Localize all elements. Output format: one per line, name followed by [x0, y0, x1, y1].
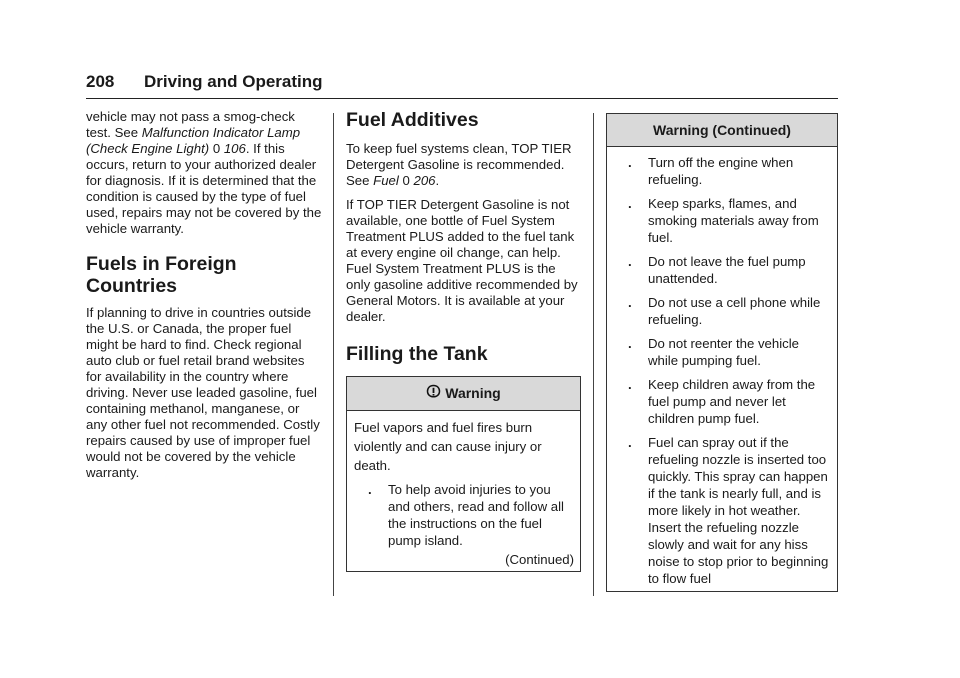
heading-fuels-foreign-countries: Fuels in Foreign Countries — [86, 253, 237, 297]
bullet-marker: . — [628, 435, 632, 450]
warning-bullet: . Keep children away from the fuel pump and never let children pump fuel. — [628, 377, 816, 426]
bullet-marker: . — [368, 482, 372, 497]
bullet-marker: . — [628, 196, 632, 211]
warning-bullet: . Turn off the engine when refueling. — [628, 155, 794, 187]
foreign-fuel-paragraph: If planning to drive in countries outside the U.S. or Canada, the proper fuel might be hard to find. Check regional auto club or fuel retail brand websites for availability in the country where driving. Never use leaded gasoline, fuel containing methanol, manganese, or any other fuel not recommended. Costly repairs caused by use of improper fuel would not be covered by the vehicle warranty. — [86, 305, 320, 480]
warning-title: Warning — [445, 385, 501, 401]
smog-check-paragraph: vehicle may not pass a smog-check test. See Malfunction Indicator Lamp (Check Engine Light) 0 106. If this occurs, return to your authorized dealer for diagnosis. If it is determined that the condition is caused by the type of fuel used, repairs may not be covered by the vehicle warranty. — [86, 109, 322, 236]
heading-filling-the-tank: Filling the Tank — [346, 343, 488, 365]
warning-continued-header: Warning (Continued) — [607, 114, 837, 147]
bullet-marker: . — [628, 155, 632, 170]
column-divider-1 — [333, 113, 334, 596]
column-3 — [606, 113, 838, 592]
continued-label: (Continued) — [505, 552, 574, 567]
warning-icon — [426, 379, 441, 412]
column-divider-2 — [593, 113, 594, 596]
page-number: 208 — [86, 72, 115, 91]
malfunction-indicator-link[interactable]: Malfunction Indicator Lamp (Check Engine Light) — [86, 125, 301, 156]
warning-text: Fuel vapors and fuel fires burn violently and can cause injury or death. — [354, 420, 542, 473]
warning-bullet: . Do not use a cell phone while refueling. — [628, 295, 821, 327]
section-title: Driving and Operating — [144, 72, 323, 91]
warning-bullet: . Do not leave the fuel pump unattended. — [628, 254, 806, 286]
column-1 — [86, 109, 322, 481]
page-ref-106[interactable]: 106 — [223, 141, 246, 156]
warning-header — [347, 377, 580, 411]
warning-continued-box — [606, 113, 838, 592]
additives-paragraph-1: To keep fuel systems clean, TOP TIER Detergent Gasoline is recommended. See Fuel 0 206. — [346, 141, 572, 188]
warning-box — [346, 376, 581, 572]
warning-bullet: . Fuel can spray out if the refueling nozzle is inserted too quickly. This spray can happen if the tank is nearly full, and is more likely in hot weather. Insert the refueling nozzle slowly and wait for any hiss noise to stop prior to beginning to flow fuel — [628, 435, 829, 586]
bullet-marker: . — [628, 336, 632, 351]
heading-fuel-additives: Fuel Additives — [346, 109, 479, 131]
bullet-marker: . — [628, 254, 632, 269]
additives-paragraph-2: If TOP TIER Detergent Gasoline is not available, one bottle of Fuel System Treatment PLUS added to the fuel tank at every engine oil change, can help. Fuel System Treatment PLUS is the only gasoline additive recommended by General Motors. It is available at your dealer. — [346, 197, 578, 324]
page-ref-icon: 0 — [402, 173, 410, 188]
warning-bullet: . To help avoid injuries to you and others, read and follow all the instructions on the fuel pump island. — [368, 482, 564, 548]
bullet-marker: . — [628, 295, 632, 310]
warning-bullet: . Keep sparks, flames, and smoking materials away from fuel. — [628, 196, 819, 245]
bullet-marker: . — [628, 377, 632, 392]
warning-body — [347, 411, 580, 571]
warning-bullet: . Do not reenter the vehicle while pumping fuel. — [628, 336, 800, 368]
column-2 — [346, 109, 581, 572]
page-ref-icon: 0 — [212, 141, 221, 156]
page-ref-206[interactable]: 206 — [413, 173, 436, 188]
fuel-link[interactable]: Fuel — [373, 173, 399, 188]
page-header — [86, 70, 838, 99]
warning-continued-body — [607, 147, 837, 591]
